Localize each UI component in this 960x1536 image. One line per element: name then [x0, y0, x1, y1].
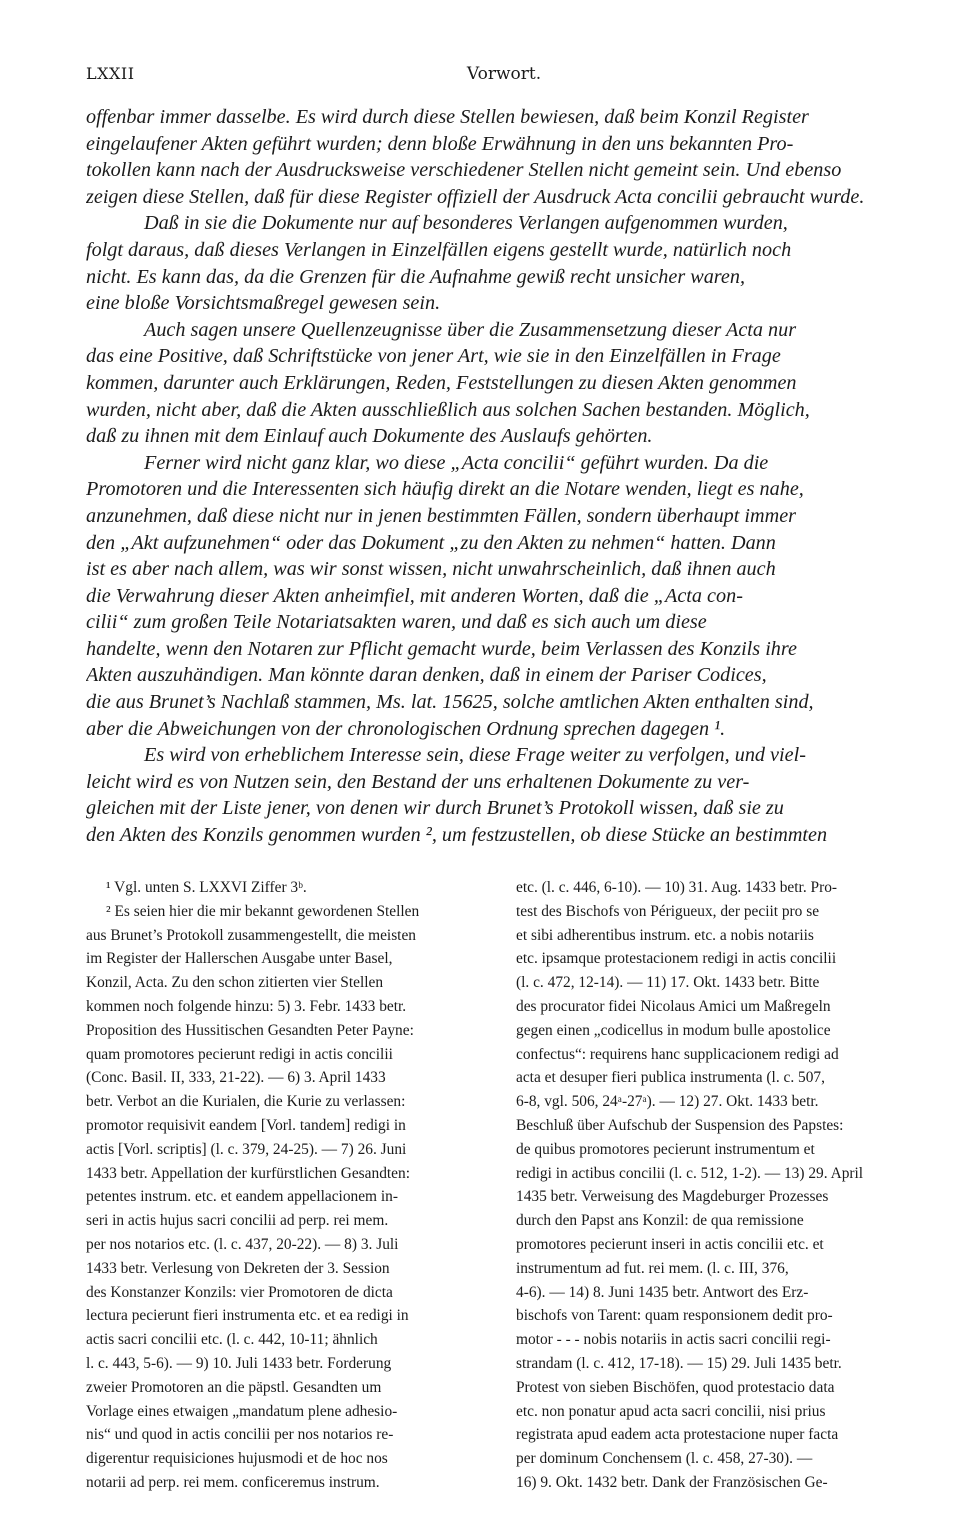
- text-line: kommen, darunter auch Erklärungen, Reden, Feststellungen zu diesen Akten genommen: [86, 371, 797, 394]
- text-line: eine bloße Vorsichtsmaßregel gewesen sein.: [86, 292, 441, 315]
- footnote-line: bischofs von Tarent: quam responsionem dedit pro-: [516, 1307, 833, 1325]
- text-line: daß zu ihnen mit dem Einlauf auch Dokumente des Auslaufs gehörten.: [86, 425, 653, 448]
- text-line: gleichen mit der Liste jener, von denen wir durch Brunet’s Protokoll wissen, daß sie zu: [86, 797, 784, 820]
- footnote-line: kommen noch folgende hinzu: 5) 3. Febr. 1433 betr.: [86, 997, 407, 1015]
- footnote-line: acta et desuper fieri publica instrumenta (l. c. 507,: [516, 1069, 825, 1087]
- footnote-line: promotores pecierunt inseri in actis concilii etc. et: [516, 1235, 824, 1253]
- footnote-line: strandam (l. c. 412, 17-18). — 15) 29. Juli 1435 betr.: [516, 1354, 842, 1372]
- footnotes-left-column: [86, 876, 490, 1495]
- footnote-line: Proposition des Hussitischen Gesandten Peter Payne:: [86, 1021, 414, 1039]
- footnote-line: redigi in actibus concilii (l. c. 512, 1-2). — 13) 29. April: [516, 1164, 864, 1182]
- footnote-line: Protest von sieben Bischöfen, quod protestacio data: [516, 1378, 835, 1396]
- text-line: offenbar immer dasselbe. Es wird durch diese Stellen bewiesen, daß beim Konzil Register: [86, 106, 809, 128]
- footnote-line: notarii ad perp. rei mem. conficeremus instrum.: [86, 1473, 380, 1491]
- footnote-line: actis sacri concilii etc. (l. c. 442, 10-11; ähnlich: [86, 1331, 378, 1349]
- text-line: wurden, nicht aber, daß die Akten ausschließlich aus solchen Sachen bestanden. Möglich,: [86, 398, 810, 421]
- footnote-line: etc. ipsamque protestacionem redigi in actis concilii: [516, 950, 837, 968]
- footnote-line: im Register der Hallerschen Ausgabe unter Basel,: [86, 950, 393, 968]
- text-line: Ferner wird nicht ganz klar, wo diese „Acta concilii“ geführt wurden. Da die: [144, 451, 769, 474]
- footnote-line: lectura pecierunt fieri instrumenta etc. et ea redigi in: [86, 1307, 409, 1325]
- footnote-line: l. c. 443, 5-6). — 9) 10. Juli 1433 betr. Forderung: [86, 1354, 392, 1372]
- footnote-line: 1433 betr. Verlesung von Dekreten der 3. Session: [86, 1259, 390, 1277]
- footnote-line: et sibi adherentibus instrum. etc. a nobis notariis: [516, 926, 814, 944]
- text-line: folgt daraus, daß dieses Verlangen in Einzelfällen eigens gestellt wurde, natürlich noch: [86, 238, 792, 261]
- footnote-line: nis“ und quod in actis concilii per nos notarios re-: [86, 1426, 394, 1444]
- footnote-line: gegen einen „codicellus in modum bulle apostolice: [516, 1021, 831, 1039]
- text-line: Promotoren und die Interessenten sich häufig direkt an die Notare wenden, liegt es nahe,: [86, 478, 804, 501]
- footnote-line: (Conc. Basil. II, 333, 21-22). — 6) 3. April 1433: [86, 1069, 386, 1087]
- footnote-line: aus Brunet’s Protokoll zusammengestellt, die meisten: [86, 926, 416, 944]
- footnote-line: de quibus promotores pecierunt instrumentum et: [516, 1140, 815, 1158]
- footnote-line: zweier Promotoren an die päpstl. Gesandten um: [86, 1378, 382, 1396]
- footnote-line: 16) 9. Okt. 1432 betr. Dank der Französischen Ge-: [516, 1473, 828, 1491]
- footnote-line: confectus“: requirens hanc supplicacionem redigi ad: [516, 1045, 839, 1063]
- footnote-line: des procurator fidei Nicolaus Amici um Maßregeln: [516, 997, 831, 1015]
- text-line: cilii“ zum großen Teile Notariatsakten waren, und daß es sich auch um diese: [86, 611, 707, 634]
- page-header: [86, 64, 922, 88]
- footnote-line: 1433 betr. Appellation der kurfürstlichen Gesandten:: [86, 1164, 410, 1182]
- text-line: eingelaufener Akten geführt wurden; denn bloße Erwähnung in den uns bekannten Pro-: [86, 132, 794, 155]
- footnote-line: instrumentum ad fut. rei mem. (l. c. III, 376,: [516, 1259, 789, 1277]
- footnote-line: Beschluß über Aufschub der Suspension des Papstes:: [516, 1116, 844, 1134]
- main-text: [86, 104, 922, 849]
- footnote-line: per nos notarios etc. (l. c. 437, 20-22). — 8) 3. Juli: [86, 1235, 399, 1253]
- text-line: leicht wird es von Nutzen sein, den Bestand der uns erhaltenen Dokumente zu ver-: [86, 770, 750, 793]
- text-line: handelte, wenn den Notaren zur Pflicht gemacht wurde, beim Verlassen des Konzils ihre: [86, 637, 797, 660]
- text-line: aber die Abweichungen von der chronologischen Ordnung sprechen dagegen ¹.: [86, 717, 726, 740]
- footnote-line: 6-8, vgl. 506, 24ᵃ-27ᵃ). — 12) 27. Okt. 1433 betr.: [516, 1093, 819, 1111]
- text-line: Daß in sie die Dokumente nur auf besonderes Verlangen aufgenommen wurden,: [144, 212, 788, 235]
- footnote-line: motor - - - nobis notariis in actis sacri concilii regi-: [516, 1331, 831, 1349]
- footnote-line: betr. Verbot an die Kurialen, die Kurie zu verlassen:: [86, 1093, 406, 1111]
- text-line: den „Akt aufzunehmen“ oder das Dokument „zu den Akten zu nehmen“ hatten. Dann: [86, 531, 776, 554]
- footnote-line: per dominum Conchensem (l. c. 458, 27-30). —: [516, 1450, 813, 1468]
- footnote-line: registrata apud eadem acta protestacione nuper facta: [516, 1426, 839, 1444]
- text-line: den Akten des Konzils genommen wurden ², um festzustellen, ob diese Stücke an bestimmten: [86, 824, 828, 847]
- text-line: Akten auszuhändigen. Man könnte daran denken, daß in einem der Pariser Codices,: [86, 664, 767, 687]
- footnote-line: Konzil, Acta. Zu den schon zitierten vier Stellen: [86, 974, 384, 992]
- footnote-line: digerentur requisiciones hujusmodi et de hoc nos: [86, 1450, 388, 1468]
- footnote-line: etc. non ponatur apud acta sacri concilii, nisi prius: [516, 1402, 826, 1420]
- text-line: anzunehmen, daß diese nicht nur in jenen bestimmten Fällen, sondern überhaupt immer: [86, 504, 797, 527]
- footnote-line: (l. c. 472, 12-14). — 11) 17. Okt. 1433 betr. Bitte: [516, 974, 820, 992]
- footnotes-right-column: [516, 876, 922, 1495]
- footnote-line: etc. (l. c. 446, 6-10). — 10) 31. Aug. 1433 betr. Pro-: [516, 879, 838, 896]
- footnote-line: ¹ Vgl. unten S. LXXVI Ziffer 3ᵇ.: [106, 879, 307, 896]
- footnote-line: actis [Vorl. scriptis] (l. c. 379, 24-25). — 7) 26. Juni: [86, 1140, 407, 1158]
- footnote-line: test des Bischofs von Périgueux, der peciit pro se: [516, 902, 820, 920]
- text-line: die Verwahrung dieser Akten anheimfiel, mit anderen Worten, daß die „Acta con-: [86, 584, 743, 607]
- page-number: LXXII: [86, 64, 135, 83]
- text-line: ist es aber nach allem, was wir sonst wissen, nicht unwahrscheinlich, daß ihnen auch: [86, 558, 776, 581]
- footnote-line: des Konstanzer Konzils: vier Promotoren de dicta: [86, 1283, 393, 1301]
- footnote-line: ² Es seien hier die mir bekannt gewordenen Stellen: [106, 902, 420, 920]
- footnote-line: 1435 betr. Verweisung des Magdeburger Prozesses: [516, 1188, 829, 1206]
- footnote-line: petentes instrum. etc. et eandem appellacionem in-: [86, 1188, 398, 1206]
- footnote-line: promotor requisivit eandem [Vorl. tandem] redigi in: [86, 1116, 406, 1134]
- footnote-line: 4-6). — 14) 8. Juni 1435 betr. Antwort des Erz-: [516, 1283, 809, 1301]
- text-line: tokollen kann nach der Ausdrucksweise verschiedener Stellen nicht gemeint sein. Und ebenso: [86, 159, 842, 182]
- text-line: nicht. Es kann das, da die Grenzen für die Aufnahme gewiß recht unsicher waren,: [86, 265, 745, 288]
- footnote-line: seri in actis hujus sacri concilii ad perp. rei mem.: [86, 1212, 389, 1230]
- running-title: Vorwort.: [466, 64, 542, 84]
- text-line: Es wird von erheblichem Interesse sein, diese Frage weiter zu verfolgen, und viel-: [144, 744, 806, 767]
- text-line: das eine Positive, daß Schriftstücke von jener Art, wie sie in den Einzelfällen in Frage: [86, 345, 781, 368]
- text-line: zeigen diese Stellen, daß für diese Register offiziell der Ausdruck Acta concilii gebraucht wurde.: [86, 185, 865, 208]
- footnote-line: Vorlage eines etwaigen „mandatum plene adhesio-: [86, 1402, 398, 1420]
- text-line: die aus Brunet’s Nachlaß stammen, Ms. lat. 15625, solche amtlichen Akten enthalten sind,: [86, 691, 814, 714]
- footnote-line: durch den Papst ans Konzil: de qua remissione: [516, 1212, 804, 1230]
- footnote-line: quam promotores pecierunt redigi in actis concilii: [86, 1045, 393, 1063]
- text-line: Auch sagen unsere Quellenzeugnisse über die Zusammensetzung dieser Acta nur: [144, 318, 797, 341]
